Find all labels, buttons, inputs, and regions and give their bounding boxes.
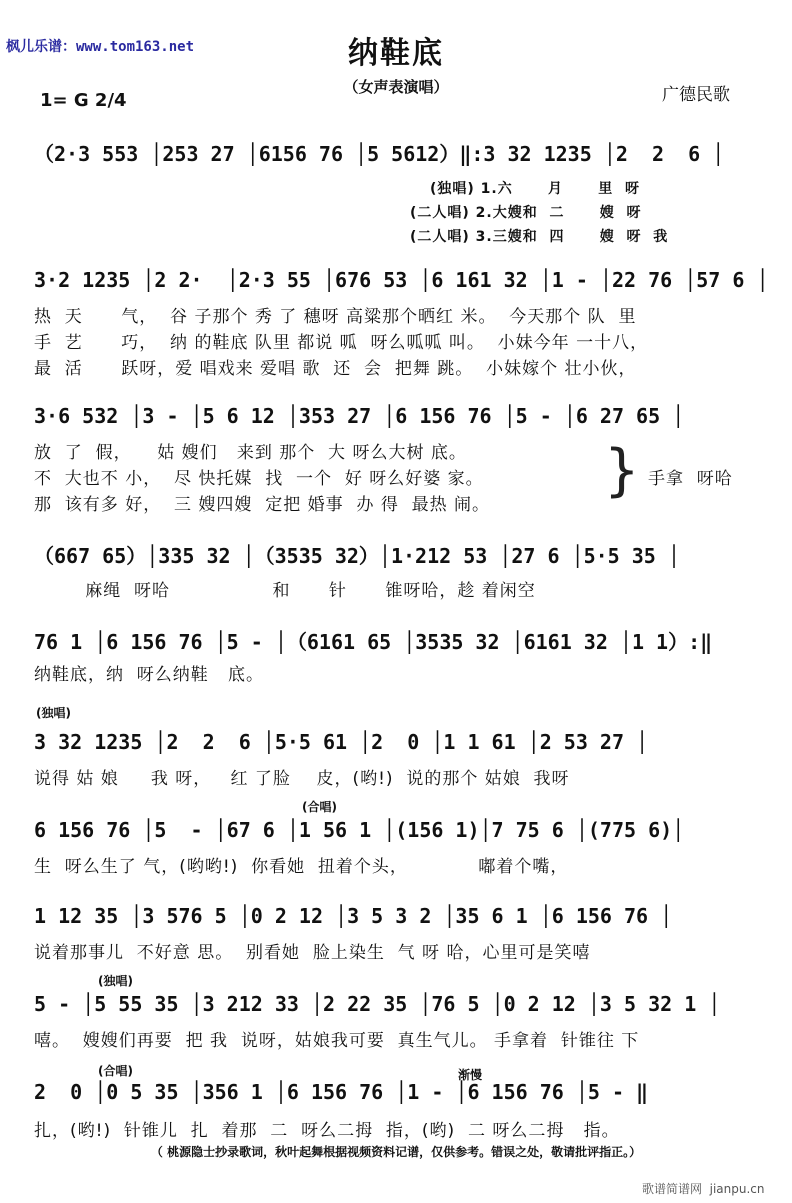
notation-row-6: 3 32 1235 │2 2 6 │5·5 61 │2 0 │1 1 61 │2 53 27 │ (34, 730, 649, 754)
notation-row-10: 2 0 │0 5 35 │356 1 │6 156 76 │1 - │6 156 76 │5 - ‖ (34, 1080, 649, 1104)
lyric-row-3-verse-3: 那 该有多 好， 三 嫂四嫂 定把 婚事 办 得 最热 闹。 (34, 495, 491, 515)
key-signature: 1= G 2/4 (40, 90, 127, 111)
notation-row-2: 3·2 1235 │2 2· │2·3 55 │676 53 │6 161 32 │1 - │22 76 │57 6 │ (34, 268, 769, 292)
notation-row-9: 5 - │5 55 35 │3 212 33 │2 22 35 │76 5 │0 2 12 │3 5 32 1 │ (34, 992, 721, 1016)
lyric-row-5: 纳鞋底，纳 呀么纳鞋 底。 (34, 665, 265, 685)
corner-watermark: 歌谱简谱网 jianpu.cn (642, 1182, 765, 1196)
lyric-row-10: 扎，(哟!) 针锥儿 扎 着那 二 呀么二拇 指，(哟) 二 呀么二拇 指。 (34, 1121, 620, 1141)
tempo-marking: 渐慢 (458, 1068, 483, 1082)
notation-row-3: 3·6 532 │3 - │5 6 12 │353 27 │6 156 76 │5 - │6 27 65 │ (34, 404, 685, 428)
lyric-row-9: 嘻。 嫂嫂们再要 把 我 说呀，姑娘我可要 真生气儿。 手拿着 针锥往 下 (34, 1031, 640, 1051)
page-title: 纳鞋底 (348, 36, 444, 71)
notation-row-7: 6 156 76 │5 - │67 6 │1 56 1 │(156 1)│7 75 6 │(775 6)│ (34, 818, 685, 842)
lyric-row-1-verse-1: (独唱) 1.六 月 里 呀 (430, 181, 640, 197)
notation-row-1: （2·3 553 │253 27 │6156 76 │5 5612）‖:3 32 1235 │2 2 6 │ (34, 142, 725, 166)
lyric-row-1-verse-2: (二人唱) 2.大嫂和 二 嫂 呀 (410, 205, 642, 221)
lyric-row-7: 生 呀么生了 气，(哟哟!) 你看她 扭着个头， 嘟着个嘴， (34, 857, 569, 877)
verse-brace: } (604, 438, 640, 503)
lyric-row-3-verse-2: 不 大也不 小， 尽 快托媒 找 一个 好 呀么好婆 家。 (34, 469, 484, 489)
subtitle: （女声表演唱） (343, 78, 449, 96)
lyric-row-6: 说得 姑 娘 我 呀， 红 了脸 皮，(哟!) 说的那个 姑娘 我呀 (34, 769, 570, 789)
part-label-row-10: (合唱) (98, 1064, 133, 1078)
footer-note: （ 桃源隐士抄录歌词，秋叶起舞根据视频资料记谱，仅供参考。错误之处，敬请批评指正。） (150, 1145, 642, 1159)
site-watermark: 枫儿乐谱：www.tom163.net (6, 39, 195, 55)
notation-row-4: （667 65）│335 32 │（3535 32）│1·212 53 │27 6 │5·5 35 │ (34, 544, 680, 568)
notation-row-5: 76 1 │6 156 76 │5 - │（6161 65 │3535 32 │6161 32 │1 1）:‖ (34, 630, 713, 654)
part-label-row-7: (合唱) (302, 800, 337, 814)
lyric-row-4: 麻绳 呀哈 和 针 锥呀哈，趁 着闲空 (34, 581, 536, 601)
lyric-row-2-verse-3: 最 活 跃呀，爱 唱戏来 爱唱 歌 还 会 把舞 跳。 小妹嫁个 壮小伙， (34, 359, 637, 379)
song-origin: 广德民歌 (662, 85, 730, 105)
notation-row-8: 1 12 35 │3 576 5 │0 2 12 │3 5 3 2 │35 6 1 │6 156 76 │ (34, 904, 673, 928)
lyric-row-2-verse-2: 手 艺 巧， 纳 的鞋底 队里 都说 呱 呀么呱呱 叫。 小妹今年 一十八， (34, 333, 649, 353)
lyric-row-1-verse-3: (二人唱) 3.三嫂和 四 嫂 呀 我 (410, 229, 669, 245)
part-label-row-6: (独唱) (36, 706, 71, 720)
lyric-row-3-side: 手拿 呀哈 (648, 469, 733, 489)
lyric-row-8: 说着那事儿 不好意 思。 别看她 脸上染生 气 呀 哈，心里可是笑嘻 (34, 943, 591, 963)
part-label-row-9: (独唱) (98, 974, 133, 988)
lyric-row-2-verse-1: 热 天 气， 谷 子那个 秀 了 穗呀 高粱那个晒红 米。 今天那个 队 里 (34, 307, 637, 327)
lyric-row-3-verse-1: 放 了 假， 姑 嫂们 来到 那个 大 呀么大树 底。 (34, 443, 467, 463)
